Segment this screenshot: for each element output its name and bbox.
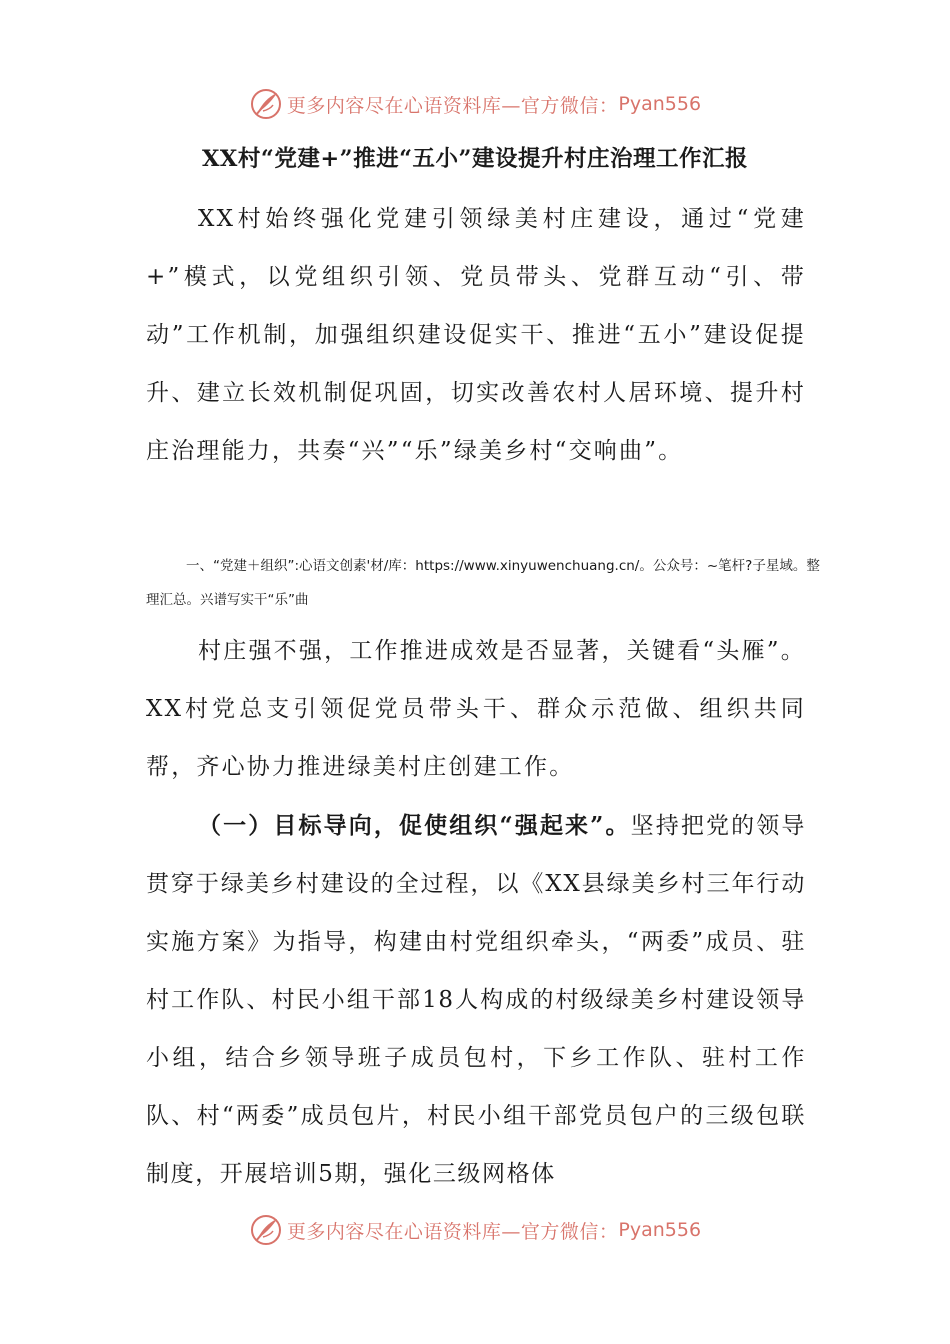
footer-watermark-banner — [0, 1210, 950, 1250]
quill-pen-logo-icon — [249, 87, 283, 121]
body-paragraph-2: 村庄强不强，工作推进成效是否显著，关键看“头雁”。XX村党总支引领促党员带头干、群众示范做、组织共同帮，齐心协力推进绿美村庄创建工作。 — [146, 638, 806, 780]
section-heading: 一、“党建＋组织”:心语文创素'材/库：https://www.xinyuwenchuang.cn/。公众号：~笔杆?子星域。整理汇总。兴谱写实干“乐”曲 — [146, 558, 820, 608]
intro-paragraph: XX村始终强化党建引领绿美村庄建设，通过“党建+”模式，以党组织引领、党员带头、党群互动“引、带动”工作机制，加强组织建设促实干、推进“五小”建设促提升、建立长效机制促巩固，切实改善农村人居环境、提升村庄治理能力，共奏“兴”“乐”绿美乡村“交响曲”。 — [146, 206, 806, 464]
paragraph-3-lead: （一）目标导向，促使组织“强起来”。 — [198, 812, 631, 839]
footer-banner-text: 更多内容尽在心语资料库—官方微信： — [286, 1220, 619, 1243]
header-watermark-banner — [0, 84, 950, 124]
quill-pen-logo-icon — [249, 1213, 283, 1247]
header-banner-wechat-id: Pyan556 — [618, 93, 702, 115]
paragraph-3-body: 坚持把党的领导贯穿于绿美乡村建设的全过程，以《XX县绿美乡村三年行动实施方案》为指导，构建由村党组织牵头，“两委”成员、驻村工作队、村民小组干部18人构成的村级绿美乡村建设领导小组，结合乡领导班子成员包村，下乡工作队、驻村工作队、村“两委”成员包片，村民小组干部党员包户的三级包联制度，开展培训5期，强化三级网格体 — [146, 813, 807, 1187]
header-banner-text: 更多内容尽在心语资料库—官方微信： — [286, 94, 619, 117]
footer-banner-wechat-id: Pyan556 — [618, 1219, 702, 1241]
document-title: XX村“党建+”推进“五小”建设提升村庄治理工作汇报 — [201, 146, 749, 172]
body-paragraph-3 — [146, 797, 806, 1203]
